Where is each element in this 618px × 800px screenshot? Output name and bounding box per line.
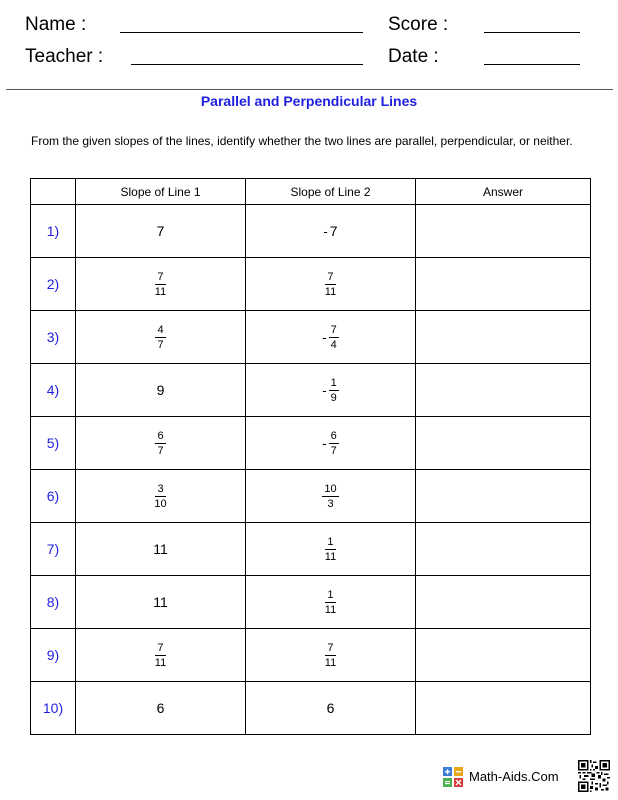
table-row (31, 682, 591, 735)
page-title: Parallel and Perpendicular Lines (200, 93, 418, 109)
problem-number: 1) (31, 205, 76, 258)
date-label: Date : (388, 46, 439, 67)
slope2-numerator: 10 (324, 482, 337, 495)
problem-number: 6) (31, 470, 76, 523)
table-row (31, 576, 591, 629)
instructions: From the given slopes of the lines, identify whether the two lines are parallel, perpendicular, or neither. (31, 134, 573, 148)
slope2-denominator: 3 (327, 497, 334, 510)
answer-cell[interactable] (416, 364, 591, 417)
slope2-cell (246, 523, 416, 576)
problem-number: 2) (31, 258, 76, 311)
table-row (31, 629, 591, 682)
table-row (31, 258, 591, 311)
problem-number: 7) (31, 523, 76, 576)
slope1-cell (76, 470, 246, 523)
answer-cell[interactable] (416, 523, 591, 576)
slope1-denominator: 11 (154, 656, 167, 669)
slope2-denominator: 11 (324, 550, 337, 563)
slope1-value: 7 (156, 223, 165, 239)
teacher-label: Teacher : (25, 46, 104, 67)
slope1-cell (76, 311, 246, 364)
table-row (31, 417, 591, 470)
slope1-cell (76, 417, 246, 470)
slope1-numerator: 6 (157, 429, 164, 442)
slope2-sign: - (322, 382, 327, 398)
answer-cell[interactable] (416, 576, 591, 629)
slope1-value: 11 (153, 594, 168, 610)
score-field[interactable] (484, 32, 580, 33)
slope2-denominator: 11 (324, 656, 337, 669)
slope2-numerator: 7 (327, 270, 334, 283)
slope1-fraction (155, 324, 165, 351)
slope1-cell (76, 364, 246, 417)
problem-number: 10) (31, 682, 76, 735)
slope1-numerator: 4 (157, 323, 164, 336)
slope2-cell (246, 364, 416, 417)
date-field[interactable] (484, 64, 580, 65)
slope2-fraction (323, 536, 338, 563)
header-cell-answer: Answer (416, 179, 591, 205)
brand-text: Math-Aids.Com (469, 769, 559, 784)
slope2-cell (246, 682, 416, 735)
slope1-numerator: 7 (157, 270, 164, 283)
slope1-cell (76, 258, 246, 311)
header-cell-number (31, 179, 76, 205)
slope1-cell (76, 682, 246, 735)
slope1-denominator: 11 (154, 285, 167, 298)
slope2-denominator: 11 (324, 603, 337, 616)
slope2-sign: - (323, 224, 328, 240)
problem-number: 8) (31, 576, 76, 629)
slope2-cell (246, 629, 416, 682)
slope2-value: 6 (326, 700, 335, 716)
answer-cell[interactable] (416, 629, 591, 682)
slope2-cell (246, 470, 416, 523)
problem-number: 3) (31, 311, 76, 364)
slope2-cell (246, 311, 416, 364)
worksheet-table (30, 178, 591, 735)
slope2-denominator: 7 (330, 444, 337, 457)
qr-code-icon (578, 760, 610, 792)
slope2-cell (246, 205, 416, 258)
table-header-row (31, 179, 591, 205)
name-label: Name : (25, 14, 87, 35)
table-row (31, 470, 591, 523)
slope2-fraction (329, 324, 339, 351)
problem-number: 5) (31, 417, 76, 470)
slope2-fraction (329, 377, 339, 404)
slope2-denominator: 11 (324, 285, 337, 298)
slope1-value: 6 (156, 700, 165, 716)
slope2-numerator: 1 (330, 376, 337, 389)
slope2-fraction (323, 271, 338, 298)
slope2-numerator: 7 (330, 323, 337, 336)
slope1-numerator: 7 (157, 641, 164, 654)
slope1-value: 11 (153, 541, 168, 557)
slope2-value: 7 (329, 222, 338, 239)
slope2-sign: - (322, 329, 327, 345)
slope1-numerator: 3 (157, 482, 164, 495)
answer-cell[interactable] (416, 258, 591, 311)
slope1-denominator: 10 (154, 497, 167, 510)
slope1-value: 9 (156, 382, 165, 398)
slope2-cell (246, 258, 416, 311)
slope2-numerator: 1 (327, 588, 334, 601)
slope2-fraction (323, 589, 338, 616)
header-cell-slope1: Slope of Line 1 (76, 179, 246, 205)
answer-cell[interactable] (416, 205, 591, 258)
slope2-numerator: 1 (327, 535, 334, 548)
header-divider (6, 89, 613, 90)
table-row (31, 311, 591, 364)
slope2-fraction (322, 483, 338, 510)
slope1-denominator: 7 (157, 338, 164, 351)
table-row (31, 364, 591, 417)
slope2-cell (246, 417, 416, 470)
score-label: Score : (388, 14, 449, 35)
slope1-denominator: 7 (157, 444, 164, 457)
answer-cell[interactable] (416, 311, 591, 364)
header-cell-slope2: Slope of Line 2 (246, 179, 416, 205)
slope2-numerator: 6 (330, 429, 337, 442)
slope2-sign: - (322, 435, 327, 451)
slope2-denominator: 4 (330, 338, 337, 351)
table-row (31, 523, 591, 576)
slope2-denominator: 9 (330, 391, 337, 404)
slope1-cell (76, 576, 246, 629)
slope1-cell (76, 629, 246, 682)
calculator-icon (443, 767, 463, 787)
teacher-field[interactable] (131, 64, 363, 65)
slope2-cell (246, 576, 416, 629)
name-field[interactable] (120, 32, 363, 33)
slope1-fraction (155, 430, 165, 457)
problem-number: 4) (31, 364, 76, 417)
problem-number: 9) (31, 629, 76, 682)
slope1-cell (76, 523, 246, 576)
slope1-fraction (152, 483, 168, 510)
slope2-fraction (323, 642, 338, 669)
slope1-cell (76, 205, 246, 258)
slope1-fraction (153, 642, 168, 669)
answer-cell[interactable] (416, 417, 591, 470)
answer-cell[interactable] (416, 682, 591, 735)
slope2-numerator: 7 (327, 641, 334, 654)
answer-cell[interactable] (416, 470, 591, 523)
table-row (31, 205, 591, 258)
slope2-fraction (329, 430, 339, 457)
slope1-fraction (153, 271, 168, 298)
